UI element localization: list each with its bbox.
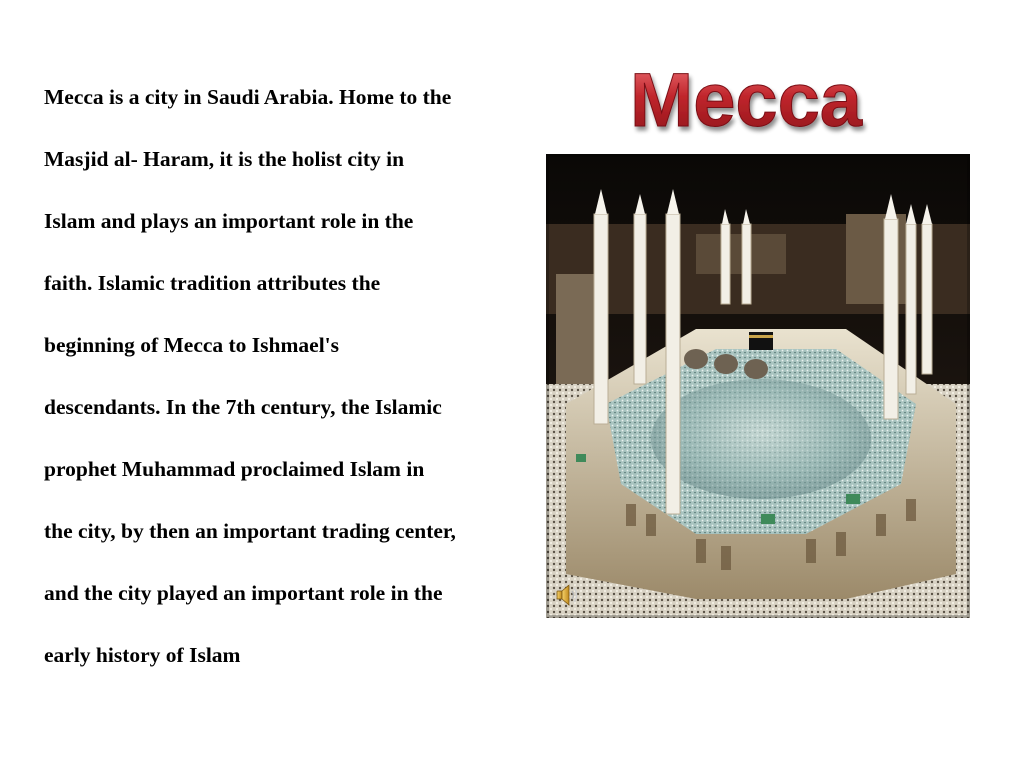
body-line: descendants. In the 7th century, the Islamic <box>44 395 442 419</box>
body-line: the city, by then an important trading center, <box>44 519 456 543</box>
body-line: Islam and plays an important role in the <box>44 209 414 233</box>
body-line: early history of Islam <box>44 643 241 667</box>
body-text <box>44 66 544 686</box>
body-line: faith. Islamic tradition attributes the <box>44 271 381 295</box>
body-line: prophet Muhammad proclaimed Islam in <box>44 457 425 481</box>
body-line: and the city played an important role in the <box>44 581 443 605</box>
slide-title <box>624 40 874 150</box>
title-text: Mecca <box>630 58 863 143</box>
body-line: beginning of Mecca to Ishmael's <box>44 333 340 357</box>
body-line: Masjid al- Haram, it is the holist city in <box>44 147 405 171</box>
body-line: Mecca is a city in Saudi Arabia. Home to the <box>44 85 452 109</box>
speaker-icon[interactable] <box>554 582 580 608</box>
mosque-photo <box>546 154 970 618</box>
